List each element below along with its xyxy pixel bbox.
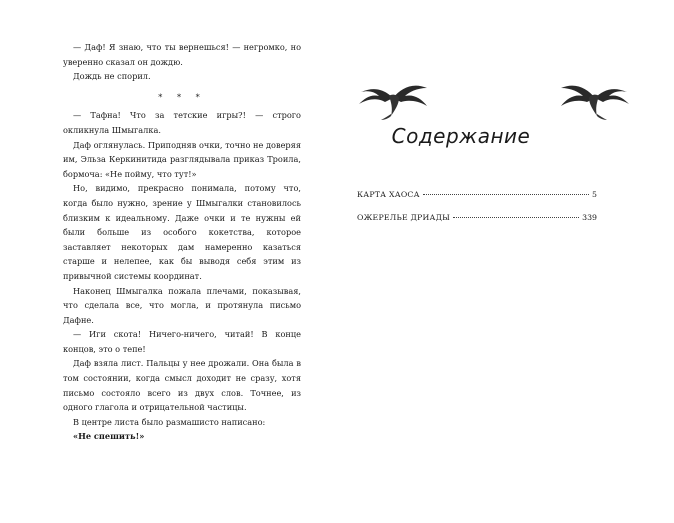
closing-line [63,429,301,444]
paragraph: Даф оглянулась. Приподняв очки, точно не доверяя им, Эльза Керкинитида разглядывала приказ Троила, бормоча: «Не пойму, что тут!» [63,139,301,179]
toc-entry[interactable] [357,213,597,222]
paragraph: Но, видимо, прекрасно понимала, потому что, когда было нужно, зрение у Шмыгалки становилось близким к идеальному. Даже очки и те нужны ей были больше из особого кокетства, которое заставляет некоторых дам намеренно казаться старше и нелепее, как бы выводя себя этим из привычной системы координат. [63,183,301,281]
paragraph: Дождь не спорил. [73,71,151,82]
toc-entry-label: ОЖЕРЕЛЬЕ ДРИАДЫ [357,213,451,222]
toc-entry-page: 339 [582,213,597,222]
table-of-contents [357,190,597,236]
closing-bold-text: «Не спешить!» [73,431,145,442]
toc-entry[interactable] [357,190,597,199]
toc-leader-dots [453,217,579,218]
paragraph: — Иги скота! Ничего-ничего, читай! В конце концов, это о тепе! [63,329,301,354]
dragon-illustration-icon [355,76,431,122]
toc-leader-dots [423,194,589,195]
toc-entry-page: 5 [592,190,597,199]
paragraph: — Даф! Я знаю, что ты вернешься! — негромко, но уверенно сказал он дождю. [63,42,301,67]
left-page-text [63,40,301,444]
page-title: Содержание [391,124,531,148]
paragraph: — Тафна! Что за тетские игры?! — строго окликнула Шмыгалка. [63,110,301,135]
paragraph: Наконец Шмыгалка пожала плечами, показывая, что сделала все, что могла, и протянула письмо Дафне. [63,285,301,325]
toc-entry-label: КАРТА ХАОСА [357,190,420,199]
section-break: * * * [158,91,206,102]
paragraph: Даф взяла лист. Пальцы у нее дрожали. Она была в том состоянии, когда смысл доходит не сразу, хотя письмо состояло всего из двух слов. Точнее, из одного глагола и отрицательной частицы. [63,358,301,413]
dragon-illustration-icon [557,76,633,122]
paragraph: В центре листа было размашисто написано: [73,416,266,427]
